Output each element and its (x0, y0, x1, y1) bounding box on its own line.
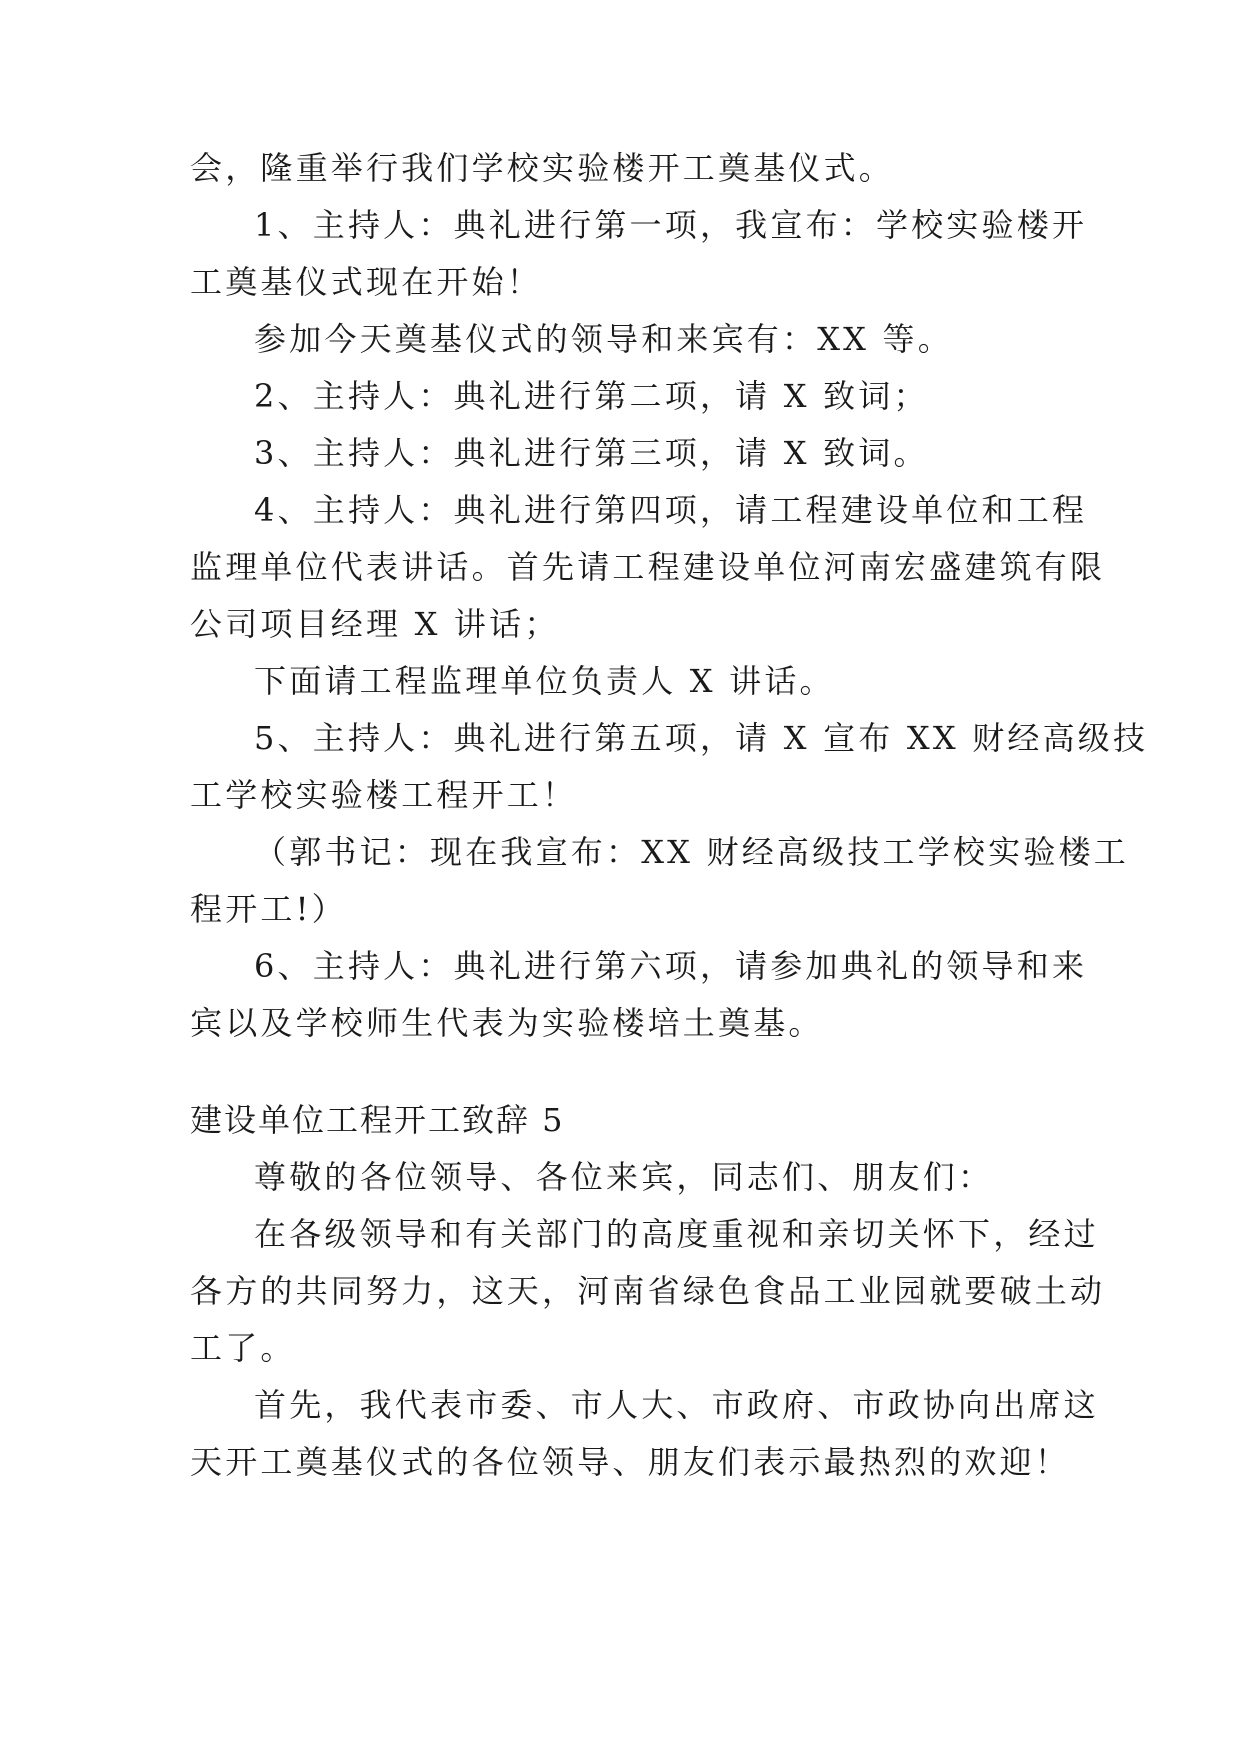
paragraph-line: 尊敬的各位领导、各位来宾，同志们、朋友们： (254, 1158, 994, 1196)
paragraph-line: 天开工奠基仪式的各位领导、朋友们表示最热烈的欢迎！ (190, 1443, 1071, 1481)
paragraph-line: 5、主持人：典礼进行第五项，请 X 宣布 XX 财经高级技 (254, 719, 1149, 757)
paragraph-line: 公司项目经理 X 讲话； (190, 605, 560, 643)
paragraph-line: 监理单位代表讲话。首先请工程建设单位河南宏盛建筑有限 (190, 548, 1106, 586)
paragraph-line: 下面请工程监理单位负责人 X 讲话。 (254, 662, 835, 700)
paragraph-line: 在各级领导和有关部门的高度重视和亲切关怀下，经过 (254, 1215, 1099, 1253)
paragraph-line: 程开工!） (190, 890, 347, 928)
paragraph-line: 各方的共同努力，这天，河南省绿色食品工业园就要破土动 (190, 1272, 1106, 1310)
paragraph-line: 首先，我代表市委、市人大、市政府、市政协向出席这 (254, 1386, 1099, 1424)
paragraph-line: 2、主持人：典礼进行第二项，请 X 致词； (254, 377, 929, 415)
paragraph-line: 4、主持人：典礼进行第四项，请工程建设单位和工程 (254, 491, 1088, 529)
paragraph-line: 工了。 (190, 1329, 296, 1367)
paragraph-line: 参加今天奠基仪式的领导和来宾有：XX 等。 (254, 320, 953, 358)
section-heading: 建设单位工程开工致辞 5 (190, 1101, 565, 1139)
paragraph-line: 工学校实验楼工程开工！ (190, 776, 578, 814)
paragraph-line: 工奠基仪式现在开始！ (190, 263, 543, 301)
paragraph-line: （郭书记：现在我宣布：XX 财经高级技工学校实验楼工 (254, 833, 1129, 871)
paragraph-line: 会，隆重举行我们学校实验楼开工奠基仪式。 (190, 149, 895, 187)
paragraph-line: 3、主持人：典礼进行第三项，请 X 致词。 (254, 434, 929, 472)
paragraph-line: 6、主持人：典礼进行第六项，请参加典礼的领导和来 (254, 947, 1088, 985)
paragraph-line: 宾以及学校师生代表为实验楼培土奠基。 (190, 1004, 824, 1042)
paragraph-line: 1、主持人：典礼进行第一项，我宣布：学校实验楼开 (254, 206, 1088, 244)
